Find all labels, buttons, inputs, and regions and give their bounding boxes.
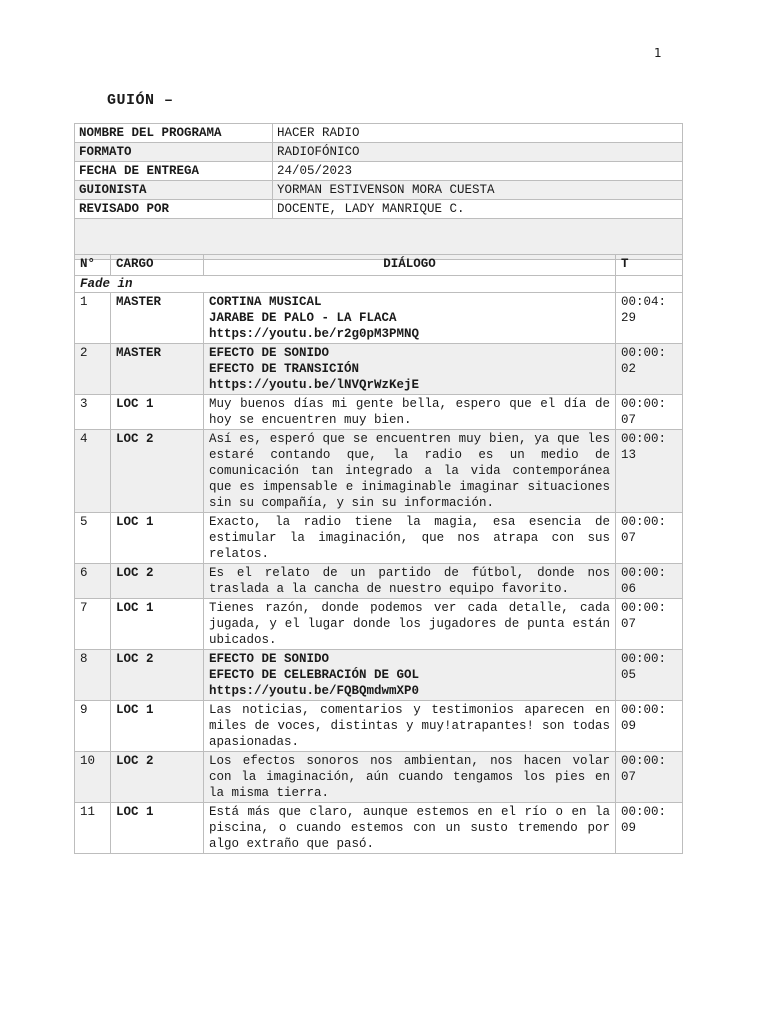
row-time	[616, 293, 683, 344]
row-cargo: LOC 2	[111, 564, 204, 599]
row-dialogue: Los efectos sonoros nos ambientan, nos hacen volar con la imaginación, aún cuando tengamos los pies en la misma tierra.	[204, 752, 616, 803]
time-part-1: 00:00:	[621, 601, 667, 615]
row-number: 10	[75, 752, 111, 803]
row-time	[616, 803, 683, 854]
meta-row	[75, 162, 683, 181]
time-part-2: 06	[621, 582, 637, 596]
time-part-1: 00:00:	[621, 652, 667, 666]
script-row	[75, 650, 683, 701]
meta-label: NOMBRE DEL PROGRAMA	[75, 124, 273, 143]
fade-in-empty	[616, 276, 683, 293]
row-dialogue: Así es, esperó que se encuentren muy bien, ya que les estaré contando que, la radio es un medio de comunicación tan integrado a la vida contemporánea que es impensable e inimaginable imaginar situaciones sin su compañía, y sin su información.	[204, 430, 616, 513]
row-dialogue	[204, 293, 616, 344]
row-number: 2	[75, 344, 111, 395]
row-cargo: LOC 2	[111, 650, 204, 701]
row-cargo: LOC 1	[111, 395, 204, 430]
sound-cue-line: JARABE DE PALO - LA FLACA	[209, 311, 397, 325]
time-part-2: 09	[621, 719, 637, 733]
row-number: 6	[75, 564, 111, 599]
row-cargo: LOC 1	[111, 513, 204, 564]
row-time	[616, 650, 683, 701]
script-row	[75, 752, 683, 803]
script-row	[75, 344, 683, 395]
row-number: 4	[75, 430, 111, 513]
meta-value: 24/05/2023	[273, 162, 683, 181]
time-part-2: 07	[621, 770, 637, 784]
script-row	[75, 293, 683, 344]
audio-link[interactable]: https://youtu.be/FQBQmdwmXP0	[209, 684, 420, 698]
script-row	[75, 564, 683, 599]
time-part-2: 13	[621, 448, 637, 462]
row-time	[616, 564, 683, 599]
row-time	[616, 344, 683, 395]
row-dialogue: Las noticias, comentarios y testimonios aparecen en miles de voces, distintas y muy!atrapantes! son todas apasionadas.	[204, 701, 616, 752]
document-title: GUIÓN –	[107, 92, 174, 109]
row-cargo: LOC 1	[111, 803, 204, 854]
fade-in-label: Fade in	[75, 276, 616, 293]
time-part-2: 07	[621, 531, 637, 545]
row-number: 9	[75, 701, 111, 752]
sound-cue-line: EFECTO DE SONIDO	[209, 346, 330, 360]
time-part-1: 00:00:	[621, 346, 667, 360]
time-part-1: 00:00:	[621, 754, 667, 768]
header-time: T	[616, 255, 683, 276]
time-part-1: 00:00:	[621, 515, 667, 529]
sound-cue-line: EFECTO DE TRANSICIÓN	[209, 362, 360, 376]
row-dialogue: Exacto, la radio tiene la magia, esa esencia de estimular la imaginación, que nos atrapa con sus relatos.	[204, 513, 616, 564]
meta-label: FECHA DE ENTREGA	[75, 162, 273, 181]
time-part-2: 05	[621, 668, 637, 682]
sound-cue-line: EFECTO DE SONIDO	[209, 652, 330, 666]
script-row	[75, 701, 683, 752]
time-part-2: 07	[621, 413, 637, 427]
meta-value: DOCENTE, LADY MANRIQUE C.	[273, 200, 683, 219]
row-cargo: MASTER	[111, 293, 204, 344]
script-header-row	[75, 255, 683, 276]
meta-label: GUIONISTA	[75, 181, 273, 200]
row-time	[616, 430, 683, 513]
row-time	[616, 395, 683, 430]
script-row	[75, 599, 683, 650]
audio-link[interactable]: https://youtu.be/lNVQrWzKejE	[209, 378, 420, 392]
row-number: 8	[75, 650, 111, 701]
row-cargo: LOC 2	[111, 430, 204, 513]
row-dialogue: Tienes razón, donde podemos ver cada detalle, cada jugada, y el lugar donde los jugadores de punta están ubicados.	[204, 599, 616, 650]
row-dialogue: Está más que claro, aunque estemos en el río o en la piscina, o cuando estemos con un susto tremendo por algo extraño que pasó.	[204, 803, 616, 854]
row-dialogue	[204, 650, 616, 701]
fade-in-row	[75, 276, 683, 293]
time-part-1: 00:00:	[621, 397, 667, 411]
row-cargo: MASTER	[111, 344, 204, 395]
row-time	[616, 701, 683, 752]
page-number: 1	[654, 46, 662, 60]
meta-label: FORMATO	[75, 143, 273, 162]
meta-row	[75, 143, 683, 162]
time-part-2: 09	[621, 821, 637, 835]
time-part-2: 29	[621, 311, 637, 325]
program-info-table	[74, 123, 683, 260]
script-row	[75, 395, 683, 430]
meta-row	[75, 200, 683, 219]
meta-value: HACER RADIO	[273, 124, 683, 143]
row-dialogue: Es el relato de un partido de fútbol, donde nos traslada a la cancha de nuestro equipo favorito.	[204, 564, 616, 599]
script-row	[75, 430, 683, 513]
time-part-2: 07	[621, 617, 637, 631]
row-number: 11	[75, 803, 111, 854]
time-part-2: 02	[621, 362, 637, 376]
row-time	[616, 513, 683, 564]
script-table	[74, 254, 683, 854]
meta-row	[75, 181, 683, 200]
time-part-1: 00:00:	[621, 566, 667, 580]
meta-value: RADIOFÓNICO	[273, 143, 683, 162]
row-cargo: LOC 1	[111, 599, 204, 650]
time-part-1: 00:04:	[621, 295, 667, 309]
meta-row	[75, 124, 683, 143]
row-number: 7	[75, 599, 111, 650]
row-number: 3	[75, 395, 111, 430]
meta-value: YORMAN ESTIVENSON MORA CUESTA	[273, 181, 683, 200]
row-dialogue: Muy buenos días mi gente bella, espero que el día de hoy se encuentren muy bien.	[204, 395, 616, 430]
row-number: 5	[75, 513, 111, 564]
row-cargo: LOC 1	[111, 701, 204, 752]
row-dialogue	[204, 344, 616, 395]
audio-link[interactable]: https://youtu.be/r2g0pM3PMNQ	[209, 327, 420, 341]
time-part-1: 00:00:	[621, 805, 667, 819]
meta-label: REVISADO POR	[75, 200, 273, 219]
script-row	[75, 513, 683, 564]
row-cargo: LOC 2	[111, 752, 204, 803]
row-time	[616, 599, 683, 650]
row-time	[616, 752, 683, 803]
time-part-1: 00:00:	[621, 432, 667, 446]
header-dialogo: DIÁLOGO	[204, 255, 616, 276]
time-part-1: 00:00:	[621, 703, 667, 717]
sound-cue-line: CORTINA MUSICAL	[209, 295, 322, 309]
row-number: 1	[75, 293, 111, 344]
sound-cue-line: EFECTO DE CELEBRACIÓN DE GOL	[209, 668, 420, 682]
script-row	[75, 803, 683, 854]
header-number: N°	[75, 255, 111, 276]
header-cargo: CARGO	[111, 255, 204, 276]
